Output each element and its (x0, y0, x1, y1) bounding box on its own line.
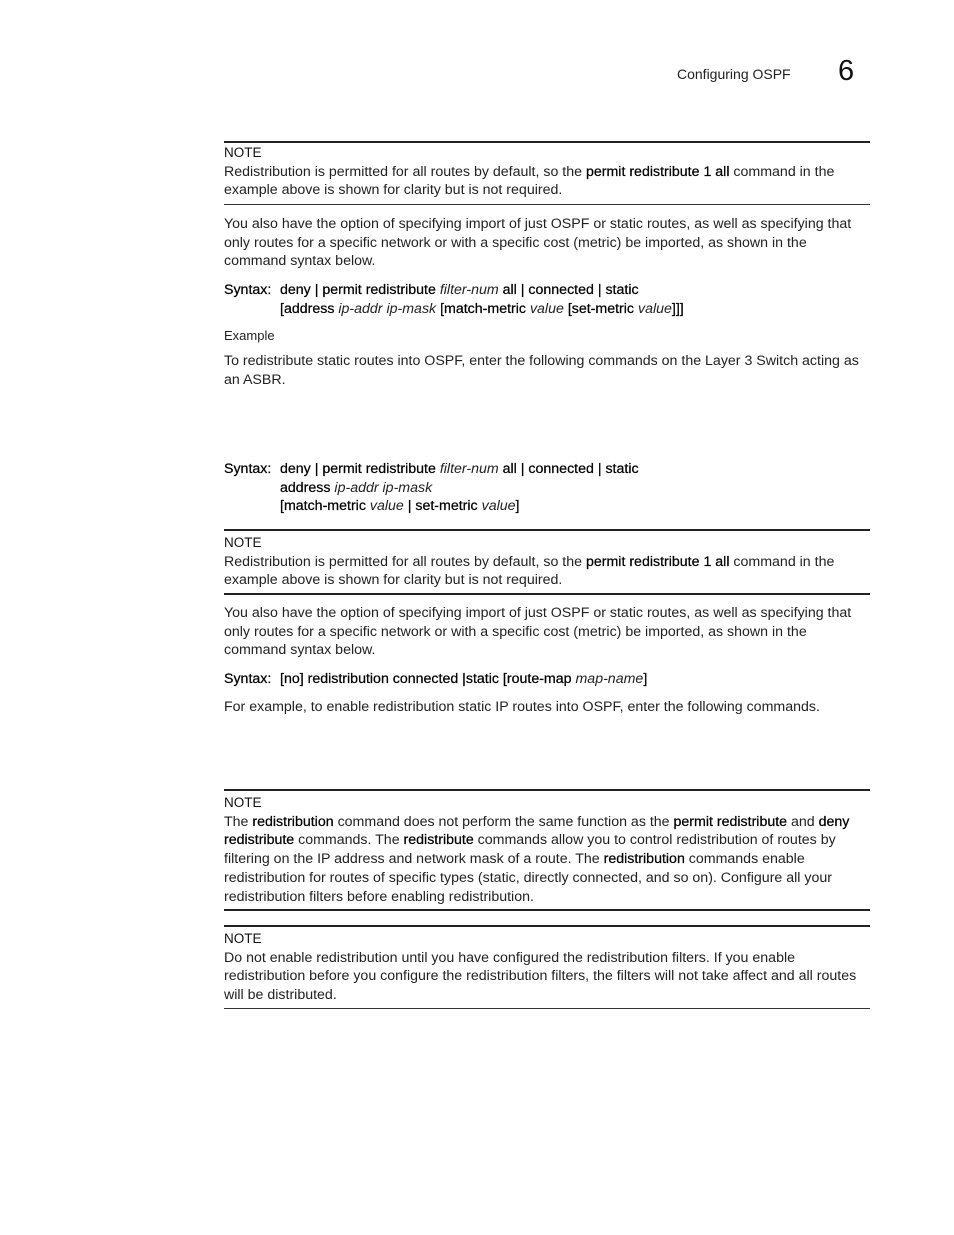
note-text: The redistribution command does not perform the same function as the permit redistribute and deny redistribute commands. The redistribute commands allow you to control redistribution of routes by filtering on the IP address and network mask of a route. The redistribution commands enable redistribution for routes of specific types (static, directly connected, and so on). Configure all your redistribution filters before enabling redistribution. (224, 813, 850, 905)
note-block (224, 794, 870, 906)
note-top-rule (224, 529, 870, 531)
note-text: Redistribution is permitted for all routes by default, so the permit redistribute 1 all command in the example above is shown for clarity but is not required. (224, 553, 835, 589)
note-text: Do not enable redistribution until you have configured the redistribution filters. If you enable redistribution before you configure the redistribution filters, the filters will not take affect and all routes will be distributed. (224, 949, 857, 1004)
example-heading: Example (224, 328, 275, 343)
syntax-line: address ip-addr ip-mask (280, 479, 433, 496)
note-label: NOTE (224, 931, 262, 946)
syntax-body (280, 460, 639, 516)
syntax-line: [match-metric value | set-metric value] (280, 498, 520, 515)
command-keyword: redistribute (403, 832, 474, 849)
note-block (224, 144, 870, 200)
syntax-line: deny | permit redistribute filter-num all | connected | static (280, 461, 639, 477)
note-label: NOTE (224, 535, 262, 550)
note-text: Redistribution is permitted for all routes by default, so the permit redistribute 1 all command in the example above is shown for clarity but is not required. (224, 163, 835, 199)
note-block (224, 534, 870, 590)
command-keyword: redistribution (603, 851, 685, 868)
syntax-line: deny | permit redistribute filter-num all | connected | static (280, 282, 639, 298)
command-keyword: deny redistribute (224, 813, 850, 849)
note-label: NOTE (224, 795, 262, 810)
command-keyword: redistribution (252, 813, 334, 830)
note-bottom-rule (224, 1008, 870, 1009)
body-paragraph: You also have the option of specifying import of just OSPF or static routes, as well as specifying that only routes for a specific network or with a specific cost (metric) be imported, as shown in the command syntax below. (224, 605, 852, 659)
command-keyword: permit redistribute (673, 813, 788, 830)
syntax-body (280, 281, 684, 318)
syntax-body: [no] redistribution connected |static [route-map map-name] (280, 671, 648, 687)
note-top-rule (224, 925, 870, 927)
note-bottom-rule (224, 593, 870, 595)
note-label: NOTE (224, 145, 262, 160)
syntax-line: [address ip-addr ip-mask [match-metric value [set-metric value]]] (280, 300, 684, 317)
body-paragraph: For example, to enable redistribution static IP routes into OSPF, enter the following commands. (224, 699, 820, 715)
syntax-label: Syntax: (224, 671, 272, 687)
note-top-rule (224, 789, 870, 791)
command-keyword: permit redistribute 1 all (585, 163, 730, 180)
syntax-label: Syntax: (224, 461, 272, 477)
body-paragraph: You also have the option of specifying import of just OSPF or static routes, as well as specifying that only routes for a specific network or with a specific cost (metric) be imported, as shown in the command syntax below. (224, 216, 852, 270)
note-top-rule (224, 141, 870, 143)
chapter-number: 6 (838, 55, 855, 87)
body-paragraph: To redistribute static routes into OSPF, enter the following commands on the Layer 3 Switch acting as an ASBR. (224, 353, 859, 388)
note-block (224, 930, 870, 1005)
syntax-label: Syntax: (224, 282, 272, 298)
note-bottom-rule (224, 204, 870, 205)
note-bottom-rule (224, 909, 870, 911)
running-header-title: Configuring OSPF (677, 66, 791, 82)
command-keyword: permit redistribute 1 all (585, 553, 730, 570)
